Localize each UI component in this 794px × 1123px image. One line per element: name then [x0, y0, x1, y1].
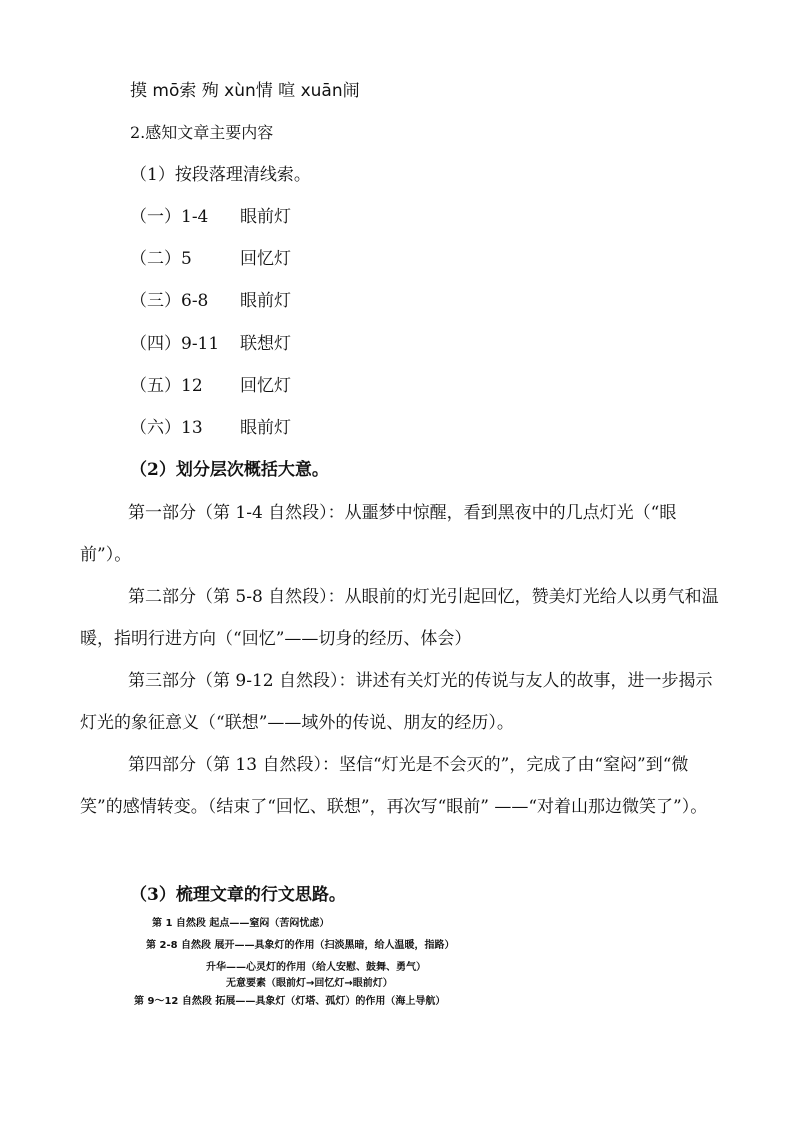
clue-num: （一）1-4 [130, 207, 209, 227]
part-paragraph [80, 660, 720, 744]
part-paragraph [80, 492, 720, 576]
clue-label: 回忆灯 [240, 376, 291, 396]
part-text: 第一部分（第 1-4 自然段）：从噩梦中惊醒，看到黑夜中的几点灯光（“眼前”）。 [80, 503, 677, 565]
pinyin-line: 摸 mō索 殉 xùn情 喧 xuān闹 [130, 81, 360, 101]
clue-label: 联想灯 [240, 334, 291, 354]
sub2-title: （2）划分层次概括大意。 [130, 460, 329, 480]
clue-label: 眼前灯 [240, 291, 291, 311]
clue-num: （五）12 [130, 376, 203, 396]
clue-row [130, 206, 291, 228]
clue-row [130, 248, 291, 270]
sub1-title: （1）按段落理清线索。 [130, 165, 311, 185]
clue-label: 眼前灯 [240, 207, 291, 227]
clue-row [130, 417, 291, 439]
clue-label: 眼前灯 [240, 418, 291, 438]
clue-num: （三）6-8 [130, 291, 209, 311]
clue-label: 回忆灯 [240, 249, 291, 269]
clue-num: （二）5 [130, 249, 192, 269]
clue-num: （六）13 [130, 418, 203, 438]
part-text: 第四部分（第 13 自然段）：坚信“灯光是不会灭的”，完成了由“窒闷”到“微笑”的感情转变。（结束了“回忆、联想”，再次写“眼前” ——“对着山那边微笑了”）。 [80, 755, 708, 817]
section2-title: 2.感知文章主要内容 [130, 123, 274, 142]
outline-line: 无意要素（眼前灯→回忆灯→眼前灯） [226, 978, 393, 989]
clue-row [130, 333, 291, 355]
part-text: 第三部分（第 9-12 自然段）：讲述有关灯光的传说与友人的故事，进一步揭示灯光的象征意义（“联想”——域外的传说、朋友的经历）。 [80, 671, 713, 733]
part-paragraph [80, 576, 720, 660]
outline-line: 第 2-8 自然段 展开——具象灯的作用（扫淡黑暗，给人温暖，指路） [146, 940, 455, 951]
clue-row [130, 375, 291, 397]
part-text: 第二部分（第 5-8 自然段）：从眼前的灯光引起回忆，赞美灯光给人以勇气和温暖，指明行进方向（“回忆”——切身的经历、体会） [80, 587, 719, 649]
sub3-title: （3）梳理文章的行文思路。 [130, 885, 346, 905]
clue-num: （四）9-11 [130, 334, 220, 354]
clue-row [130, 290, 291, 312]
part-paragraph [80, 744, 720, 828]
outline-line: 升华——心灵灯的作用（给人安慰、鼓舞、勇气） [206, 962, 426, 973]
outline-line: 第 1 自然段 起点——窒闷（苦闷忧虑） [152, 918, 330, 929]
outline-line: 第 9～12 自然段 拓展——具象灯（灯塔、孤灯）的作用（海上导航） [134, 996, 446, 1007]
